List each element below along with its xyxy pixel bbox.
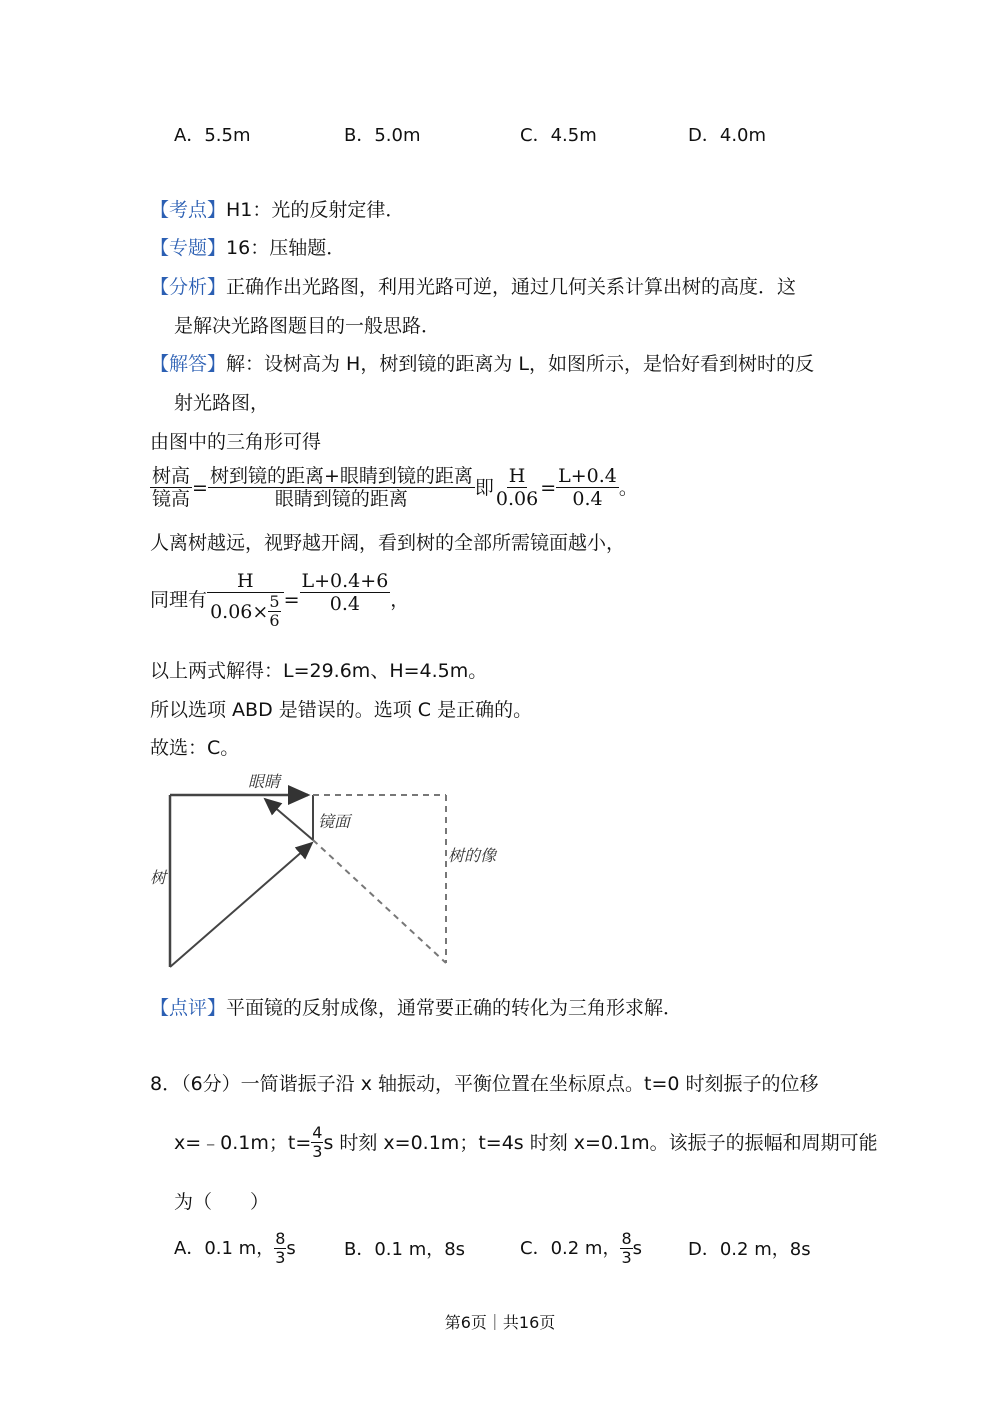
option-letter: D． [688,125,720,146]
option-letter: B． [344,125,375,146]
fraction-four-thirds: $\frac{4}{3}$ [312,1123,323,1161]
option-letter: A． [174,125,205,146]
eye-label: 眼睛 [248,772,281,791]
option-letter: C． [520,125,551,146]
period: 。 [618,476,638,499]
mirror-label: 镜面 [318,812,351,831]
option-text: 5.5m [204,125,251,146]
q8-option-b: B．0.1 m，8s [344,1239,466,1260]
option-text: 4.0m [719,125,767,146]
fenxi-text: 正确作出光路图，利用光路可逆，通过几何关系计算出树的高度．这 [226,276,797,298]
fraction-h: $\frac{H}{0.06}$ [495,465,539,510]
q8-option-a: A．0.1 m， $\frac{8}{3}$ s [174,1229,296,1267]
zhuanti-line [150,236,345,260]
fenxi-line1 [150,275,796,299]
ji-text: 即 [474,476,494,499]
renli-line: 人离树越远，视野越开阔，看到树的全部所需镜面越小， [150,532,626,554]
q8-line2: x=﹣0.1m；t= $\frac{4}{3}$ s 时刻 x=0.1m；t=4s 时刻 x=0.1m。该振子的振幅和周期可能 [174,1123,878,1161]
fraction-h-scaled: H 0.06× $\frac{5}{6}$ [207,570,284,630]
option-text: 4.5m [550,125,597,146]
jieda-text: 解：设树高为 H，树到镜的距离为 L，如图所示，是恰好看到树时的反 [226,353,814,375]
equation-2 [150,570,409,630]
zhuanti-tag: 【专题】 [150,237,227,259]
fraction-distances: $\frac{\text{树到镜的距离+眼睛到镜的距离}}{\text{眼睛到镜的距离}}$ [209,465,473,510]
tongli-text: 同理有 [150,589,208,611]
jieda-line2: 射光路图， [174,392,270,414]
option-text: 5.0m [374,125,421,146]
jiede-line: 以上两式解得：L=29.6m、H=4.5m。 [150,660,488,682]
kaodian-tag: 【考点】 [150,199,227,221]
equals-sign: = [192,476,208,499]
comma: ， [390,589,410,611]
fraction-tree-over-mirror: $\frac{\text{树高}}{\text{镜高}}$ [152,465,191,510]
image-ray-dashed [313,840,446,963]
q8-line1: 8．（6分）一简谐振子沿 x 轴振动，平衡位置在坐标原点。t=0 时刻振子的位移 [150,1073,819,1095]
fraction-l: $\frac{L+0.4}{0.4}$ [558,465,617,510]
dianping-tag: 【点评】 [150,997,227,1019]
guxuan-line: 故选：C。 [150,737,240,759]
kaodian-line [150,198,404,222]
reflected-ray [265,799,313,840]
q8-option-d: D．0.2 m，8s [688,1239,811,1260]
tree-label: 树 [150,868,167,887]
equation-1 [150,465,638,510]
sanjiao-line: 由图中的三角形可得 [150,431,322,453]
equals-sign: = [283,589,300,611]
page-footer: 第6页｜共16页 [444,1313,556,1332]
suoyi-line: 所以选项 ABD 是错误的。选项 C 是正确的。 [150,699,533,721]
q8-line3: 为（ ） [174,1191,270,1213]
kaodian-text: H1：光的反射定律． [226,199,405,221]
option-d [688,124,766,148]
image-label: 树的像 [448,846,497,865]
q8-option-c: C．0.2 m， $\frac{8}{3}$ s [520,1229,643,1267]
fraction-five-sixths: $\frac{5}{6}$ [269,592,280,630]
zhuanti-text: 16：压轴题． [226,237,346,259]
dianping-text: 平面镜的反射成像，通常要正确的转化为三角形求解． [226,997,683,1019]
jieda-line1 [150,352,814,376]
fenxi-tag: 【分析】 [150,276,227,298]
fenxi-line2: 是解决光路图题目的一般思路． [174,315,441,337]
option-c [520,124,597,148]
fraction-l2: $\frac{L+0.4+6}{0.4}$ [301,570,389,615]
option-b [344,124,421,148]
equals-sign-2: = [540,476,557,499]
incident-ray [170,843,312,967]
jieda-tag: 【解答】 [150,353,227,375]
light-path-diagram [140,765,520,975]
dianping-line [150,996,682,1020]
option-a [174,124,251,148]
